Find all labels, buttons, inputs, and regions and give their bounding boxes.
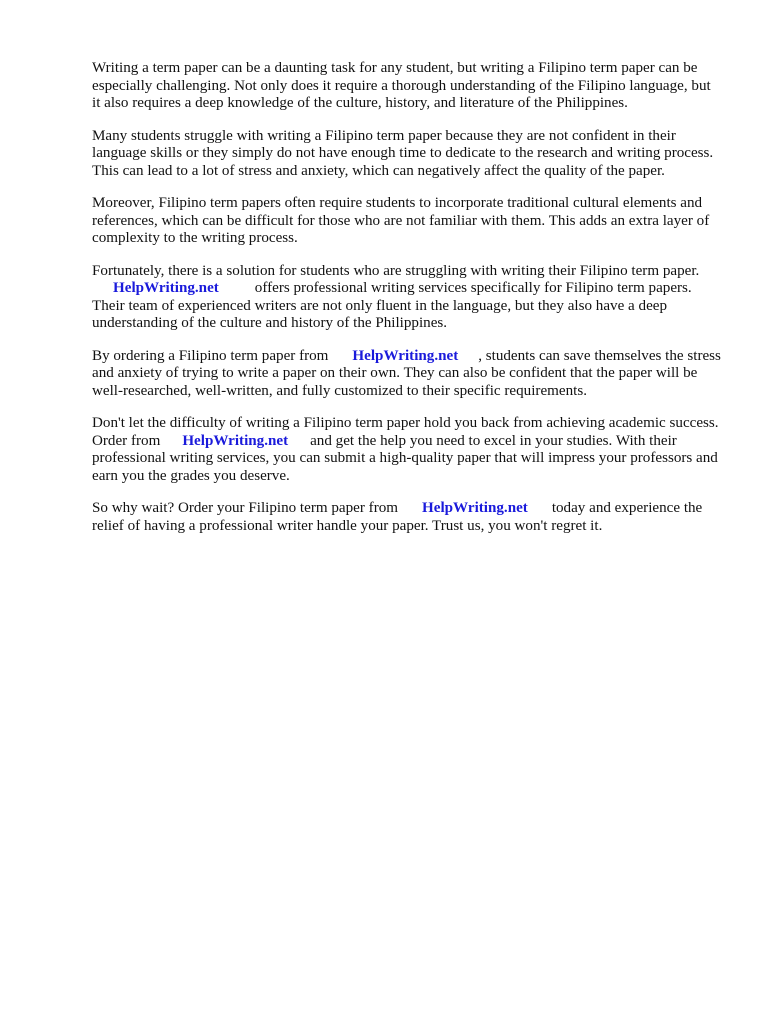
paragraph-struggle-text: Many students struggle with writing a Filipino term paper because they are not confident in their language skills or they simply do not have enough time to dedicate to the research and writing process. This can lead to a lot of stress and anxiety, which can negatively affect the quality of the paper. [92,127,714,179]
paragraph-closing-text-after: today and experience the relief of having a professional writer handle your paper. Trust us, you won't regret it. [92,500,703,534]
helpwriting-link-ordering[interactable]: HelpWriting.net [352,347,459,364]
paragraph-intro-text: Writing a term paper can be a daunting task for any student, but writing a Filipino term paper can be especially challenging. Not only does it require a thorough understanding of the Filipino language, but it also requires a deep knowledge of the culture, history, and literature of the Philippines. [92,60,711,111]
paragraph-solution-text-after: offers professional writing services specifically for Filipino term papers. Their team of experienced writers are not only fluent in the language, but they also have a deep understanding of the culture and history of the Philippines. [92,280,692,331]
paragraph-closing [92,500,722,535]
paragraph-complexity-text: Moreover, Filipino term papers often require students to incorporate traditional cultural elements and references, which can be difficult for those who are not familiar with them. This adds an extra layer of complexity to the writing process. [92,195,710,246]
paragraph-complexity [92,195,722,248]
paragraph-closing-text-before: So why wait? Order your Filipino term paper from [92,500,399,516]
helpwriting-link-solution[interactable]: HelpWriting.net [113,280,219,296]
paragraph-ordering-text-before: By ordering a Filipino term paper from [92,347,329,364]
paragraph-ordering [92,348,722,401]
paragraph-success [92,415,722,485]
paragraph-solution [92,263,722,333]
helpwriting-link-success[interactable]: HelpWriting.net [182,432,289,449]
paragraph-solution-text-before: Fortunately, there is a solution for students who are struggling with writing their Filipino term paper. [92,262,700,279]
paragraph-intro [92,60,722,113]
helpwriting-link-closing[interactable]: HelpWriting.net [422,500,528,516]
document-body [92,60,722,550]
paragraph-ordering-text-after: , students can save themselves the stress and anxiety of trying to write a paper on their own. They can also be confident that the paper will be well-researched, well-written, and fully customized to their specific requirements. [92,347,721,399]
paragraph-struggle [92,128,722,181]
paragraph-success-text-before: Don't let the difficulty of writing a Filipino term paper hold you back from achieving academic success. Order from [92,415,719,449]
paragraph-success-text-after: and get the help you need to excel in your studies. With their professional writing services, you can submit a high-quality paper that will impress your professors and earn you the grades you deserve. [92,432,718,484]
